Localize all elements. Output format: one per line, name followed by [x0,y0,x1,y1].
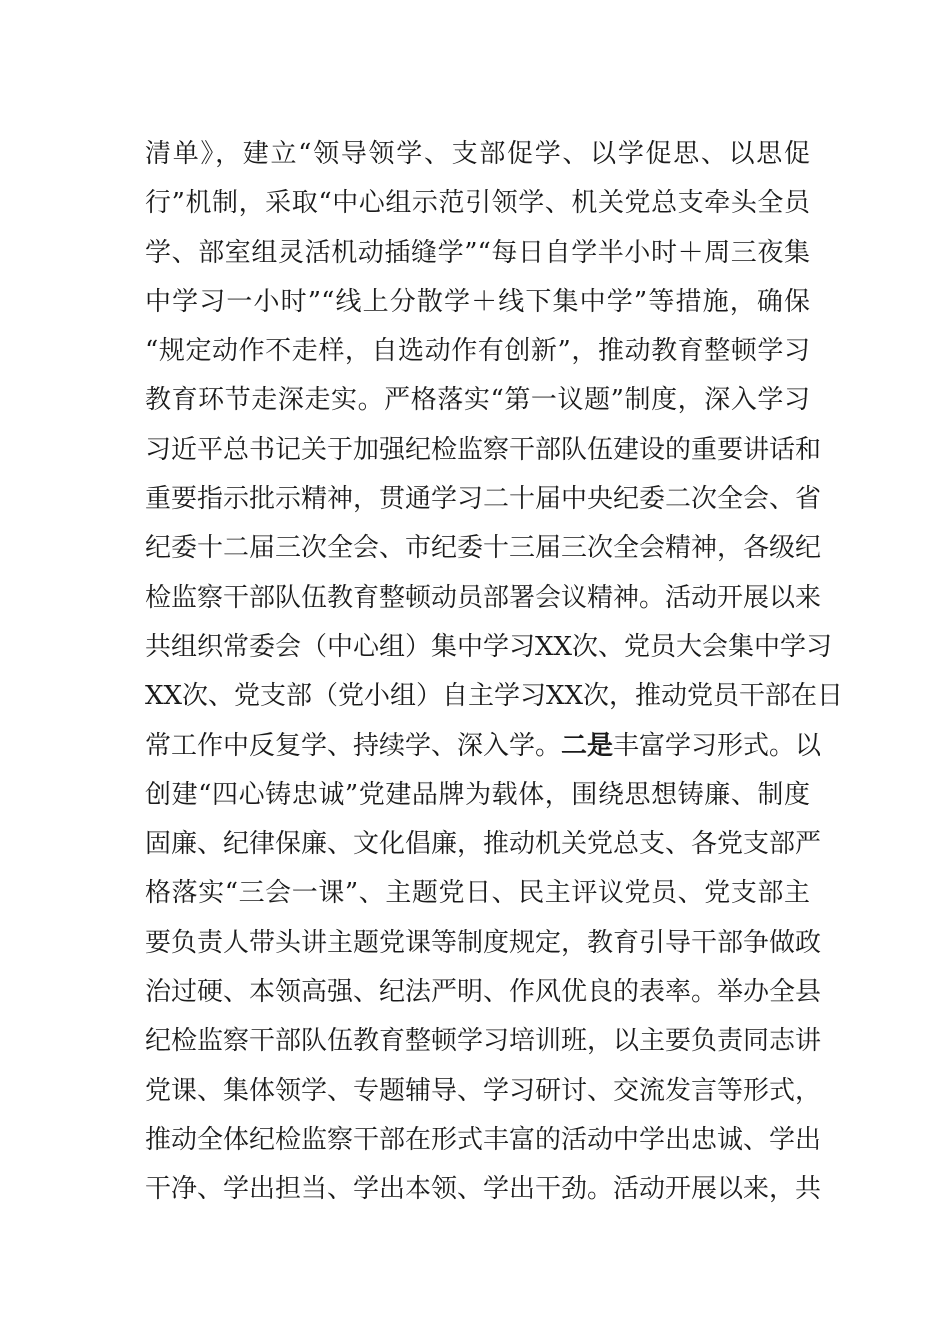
text-line: 习近平总书记关于加强纪检监察干部队伍建设的重要讲话和 [145,434,822,465]
text-line: 清单》，建立“领导领学、支部促学、以学促思、以思促 [145,139,810,169]
text-line: “规定动作不走样，自选动作有创新”，推动教育整顿学习 [145,336,810,367]
text-line: 干净、学出担当、学出本领、学出干劲。活动开展以来，共 [145,1174,822,1205]
text-line: 格落实“三会一课”、主题党日、民主评议党员、党支部主 [145,878,810,909]
text-line [145,722,822,771]
bold-marker: 二是 [561,730,614,761]
text-line: 学、部室组灵活机动插缝学”“每日自学半小时＋周三夜集 [145,237,810,268]
text-line: 治过硬、本领高强、纪法严明、作风优良的表率。举办全县 [145,977,822,1008]
text-line: 重要指示批示精神，贯通学习二十届中央纪委二次全会、省 [145,484,822,515]
text-line: 中学习一小时”“线上分散学＋线下集中学”等措施，确保 [145,286,810,317]
text-line: 纪检监察干部队伍教育整顿学习培训班，以主要负责同志讲 [145,1026,822,1057]
text-line: 要负责人带头讲主题党课等制度规定，教育引导干部争做政 [145,927,822,958]
body-text [145,130,844,1215]
text-segment: 丰富学习形式。以 [613,730,822,761]
text-segment: 常工作中反复学、持续学、深入学。 [145,730,562,761]
text-line: 固廉、纪律保廉、文化倡廉，推动机关党总支、各党支部严 [145,829,822,860]
text-line: 创建“四心铸忠诚”党建品牌为载体，围绕思想铸廉、制度 [145,779,810,810]
text-line: 教育环节走深走实。严格落实“第一议题”制度，深入学习 [145,385,810,416]
text-line: 共组织常委会（中心组）集中学习XX次、党员大会集中学习 [145,631,833,662]
text-line: 推动全体纪检监察干部在形式丰富的活动中学出忠诚、学出 [145,1124,822,1155]
text-line: 检监察干部队伍教育整顿动员部署会议精神。活动开展以来 [145,582,822,613]
text-line: 党课、集体领学、专题辅导、学习研讨、交流发言等形式， [145,1075,822,1106]
text-line: 行”机制，采取“中心组示范引领学、机关党总支牵头全员 [145,188,810,219]
text-line: 纪委十二届三次全会、市纪委十三届三次全会精神，各级纪 [145,533,822,564]
text-line: XX次、党支部（党小组）自主学习XX次，推动党员干部在日 [145,681,844,712]
